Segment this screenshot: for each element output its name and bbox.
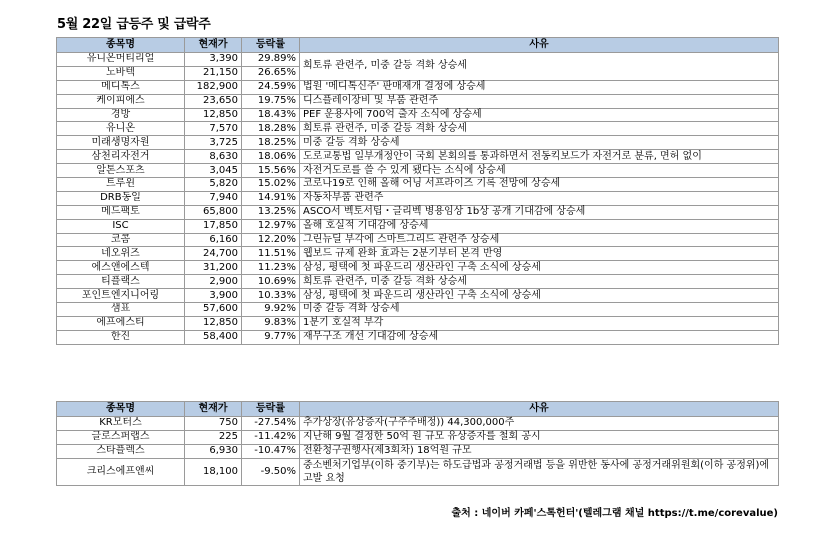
stock-name: 노바텍 xyxy=(57,66,185,80)
stock-price: 12,850 xyxy=(185,316,242,330)
stock-name: 에프에스티 xyxy=(57,316,185,330)
stock-reason: 재무구조 개선 기대감에 상승세 xyxy=(300,330,779,344)
stock-reason: 디스플레이장비 및 부품 관련주 xyxy=(300,94,779,108)
table-row xyxy=(57,205,779,219)
stock-name: 코콤 xyxy=(57,233,185,247)
stock-reason: 미중 갈등 격화 상승세 xyxy=(300,303,779,317)
stock-change: 19.75% xyxy=(242,94,300,108)
stock-price: 3,045 xyxy=(185,164,242,178)
stock-change: 10.69% xyxy=(242,275,300,289)
stock-reason: 중소벤처기업부(이하 중기부)는 하도급법과 공정거래법 등을 위반한 동사에 공정거래위원회(이하 공정위)에 고발 요청 xyxy=(300,458,779,485)
stock-name: KR모터스 xyxy=(57,417,185,431)
stock-name: DRB동일 xyxy=(57,191,185,205)
stock-reason: 웹보드 규제 완화 효과는 2분기부터 본격 반영 xyxy=(300,247,779,261)
table-row xyxy=(57,247,779,261)
stock-reason: 삼성, 평택에 첫 파운드리 생산라인 구축 소식에 상승세 xyxy=(300,261,779,275)
stock-price: 12,850 xyxy=(185,108,242,122)
stock-price: 65,800 xyxy=(185,205,242,219)
col-header-price: 현재가 xyxy=(185,402,242,417)
page-title: 5월 22일 급등주 및 급락주 xyxy=(57,17,211,32)
stock-price: 3,900 xyxy=(185,289,242,303)
stock-change: 13.25% xyxy=(242,205,300,219)
stock-change: 9.83% xyxy=(242,316,300,330)
stock-reason: 지난해 9월 결정한 50억 원 규모 유상증자를 철회 공시 xyxy=(300,430,779,444)
stock-name: 글로스퍼랩스 xyxy=(57,430,185,444)
stock-price: 24,700 xyxy=(185,247,242,261)
stock-change: 15.56% xyxy=(242,164,300,178)
stock-name: 미래생명자원 xyxy=(57,136,185,150)
table-row xyxy=(57,136,779,150)
source-footer: 출처 : 네이버 카페'스톡헌터'(텔레그램 채널 https://t.me/corevalue) xyxy=(451,508,778,519)
table-row xyxy=(57,80,779,94)
table-row xyxy=(57,233,779,247)
stock-change: -9.50% xyxy=(242,458,300,485)
stock-price: 7,570 xyxy=(185,122,242,136)
stock-price: 8,630 xyxy=(185,150,242,164)
stock-change: 24.59% xyxy=(242,80,300,94)
col-header-name: 종목명 xyxy=(57,38,185,53)
table-row xyxy=(57,316,779,330)
stock-reason: 자동차부품 관련주 xyxy=(300,191,779,205)
stock-change: -10.47% xyxy=(242,444,300,458)
stock-change: 18.43% xyxy=(242,108,300,122)
table-row xyxy=(57,150,779,164)
stock-name: 포인트엔지니어링 xyxy=(57,289,185,303)
table-row xyxy=(57,108,779,122)
table-row xyxy=(57,330,779,344)
stock-name: 에스앤에스텍 xyxy=(57,261,185,275)
col-header-change: 등락률 xyxy=(242,402,300,417)
stock-price: 7,940 xyxy=(185,191,242,205)
table-row xyxy=(57,164,779,178)
losers-header-row xyxy=(57,402,779,417)
stock-price: 6,930 xyxy=(185,444,242,458)
col-header-reason: 사유 xyxy=(300,38,779,53)
stock-reason: 추가상장(유상증자(구주주배정)) 44,300,000주 xyxy=(300,417,779,431)
gainers-table xyxy=(56,37,779,345)
gainers-header-row xyxy=(57,38,779,53)
losers-table xyxy=(56,401,779,486)
col-header-price: 현재가 xyxy=(185,38,242,53)
table-row xyxy=(57,191,779,205)
stock-change: 9.77% xyxy=(242,330,300,344)
stock-price: 17,850 xyxy=(185,219,242,233)
table-row xyxy=(57,417,779,431)
table-row xyxy=(57,289,779,303)
stock-price: 6,160 xyxy=(185,233,242,247)
stock-price: 58,400 xyxy=(185,330,242,344)
table-row xyxy=(57,122,779,136)
stock-price: 5,820 xyxy=(185,178,242,192)
col-header-change: 등락률 xyxy=(242,38,300,53)
table-row xyxy=(57,53,779,67)
stock-change: 18.28% xyxy=(242,122,300,136)
stock-name: 네오위즈 xyxy=(57,247,185,261)
table-row xyxy=(57,444,779,458)
stock-reason: 1분기 호실적 부각 xyxy=(300,316,779,330)
stock-change: 18.25% xyxy=(242,136,300,150)
stock-name: 메드팩토 xyxy=(57,205,185,219)
stock-change: 29.89% xyxy=(242,53,300,67)
stock-price: 2,900 xyxy=(185,275,242,289)
stock-reason: 올해 호실적 기대감에 상승세 xyxy=(300,219,779,233)
stock-reason: 삼성, 평택에 첫 파운드리 생산라인 구축 소식에 상승세 xyxy=(300,289,779,303)
stock-reason: 자전거도로를 쓸 수 있게 됐다는 소식에 상승세 xyxy=(300,164,779,178)
stock-name: 경방 xyxy=(57,108,185,122)
stock-change: -11.42% xyxy=(242,430,300,444)
table-row xyxy=(57,458,779,485)
stock-price: 31,200 xyxy=(185,261,242,275)
stock-reason: 희토류 관련주, 미중 갈등 격화 상승세 xyxy=(300,53,779,81)
stock-change: 12.97% xyxy=(242,219,300,233)
table-row xyxy=(57,219,779,233)
stock-reason: 희토류 관련주, 미중 갈등 격화 상승세 xyxy=(300,122,779,136)
table-row xyxy=(57,261,779,275)
table-row xyxy=(57,275,779,289)
stock-reason: 도로교통법 일부개정안이 국회 본회의를 통과하면서 전동킥보드가 자전거로 분류, 면허 없이 xyxy=(300,150,779,164)
stock-price: 225 xyxy=(185,430,242,444)
stock-reason: PEF 운용사에 700억 출자 소식에 상승세 xyxy=(300,108,779,122)
stock-change: -27.54% xyxy=(242,417,300,431)
stock-change: 14.91% xyxy=(242,191,300,205)
stock-change: 15.02% xyxy=(242,178,300,192)
col-header-reason: 사유 xyxy=(300,402,779,417)
stock-change: 18.06% xyxy=(242,150,300,164)
stock-change: 9.92% xyxy=(242,303,300,317)
stock-name: 크리스에프앤씨 xyxy=(57,458,185,485)
stock-price: 3,725 xyxy=(185,136,242,150)
table-row xyxy=(57,94,779,108)
stock-name: 메디톡스 xyxy=(57,80,185,94)
stock-name: 한진 xyxy=(57,330,185,344)
stock-name: 삼천리자전거 xyxy=(57,150,185,164)
table-row xyxy=(57,303,779,317)
stock-name: 유니온머티리얼 xyxy=(57,53,185,67)
stock-change: 10.33% xyxy=(242,289,300,303)
col-header-name: 종목명 xyxy=(57,402,185,417)
table-row xyxy=(57,178,779,192)
stock-name: 티플랙스 xyxy=(57,275,185,289)
stock-change: 12.20% xyxy=(242,233,300,247)
stock-name: 샘표 xyxy=(57,303,185,317)
stock-price: 23,650 xyxy=(185,94,242,108)
stock-reason: 미중 갈등 격화 상승세 xyxy=(300,136,779,150)
stock-name: 유니온 xyxy=(57,122,185,136)
stock-price: 18,100 xyxy=(185,458,242,485)
stock-reason: 희토류 관련주, 미중 갈등 격화 상승세 xyxy=(300,275,779,289)
stock-price: 182,900 xyxy=(185,80,242,94)
stock-reason: ASCO서 벡토서팁・글리벡 병용임상 1b상 공개 기대감에 상승세 xyxy=(300,205,779,219)
stock-price: 57,600 xyxy=(185,303,242,317)
stock-price: 3,390 xyxy=(185,53,242,67)
table-row xyxy=(57,430,779,444)
stock-reason: 법원 '메디톡신주' 판매재개 결정에 상승세 xyxy=(300,80,779,94)
stock-name: 트루윈 xyxy=(57,178,185,192)
stock-name: ISC xyxy=(57,219,185,233)
stock-change: 11.23% xyxy=(242,261,300,275)
stock-name: 스타플렉스 xyxy=(57,444,185,458)
stock-name: 알톤스포츠 xyxy=(57,164,185,178)
stock-change: 11.51% xyxy=(242,247,300,261)
stock-reason: 그린뉴딜 부각에 스마트그리드 관련주 상승세 xyxy=(300,233,779,247)
stock-name: 케이피에스 xyxy=(57,94,185,108)
stock-price: 21,150 xyxy=(185,66,242,80)
stock-reason: 전환청구권행사(제3회차) 18억원 규모 xyxy=(300,444,779,458)
stock-change: 26.65% xyxy=(242,66,300,80)
stock-price: 750 xyxy=(185,417,242,431)
stock-reason: 코로나19로 인해 올해 어닝 서프라이즈 기록 전망에 상승세 xyxy=(300,178,779,192)
